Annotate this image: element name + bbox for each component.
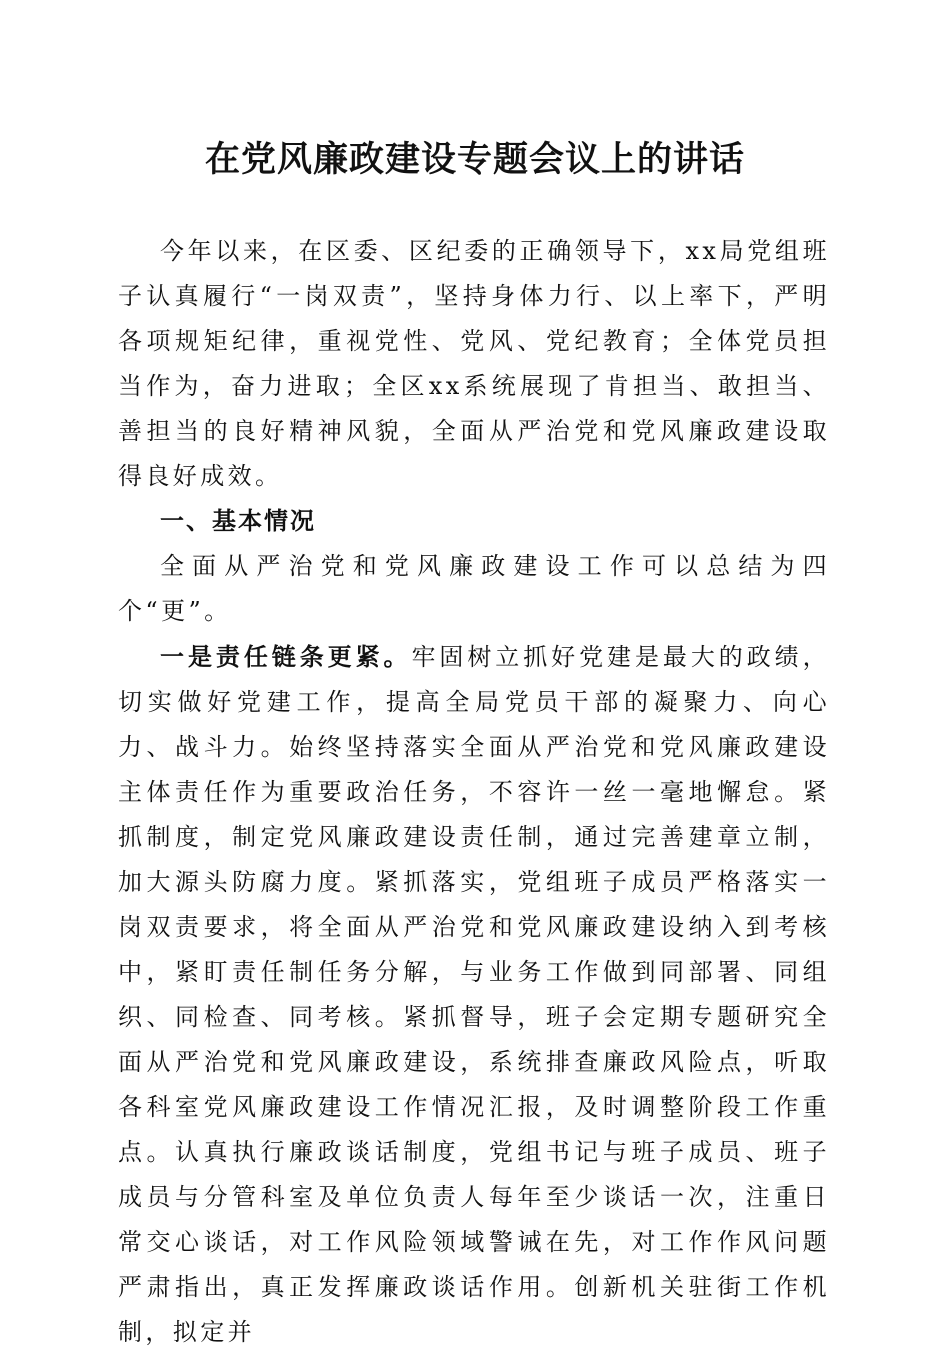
section-heading: 一、基本情况 xyxy=(160,507,316,535)
document-title: 在党风廉政建设专题会议上的讲话 xyxy=(204,139,745,180)
document-body xyxy=(118,229,830,1355)
summary-paragraph: 全面从严治党和党风廉政建设工作可以总结为四个“更”。 xyxy=(118,552,830,625)
paragraph-lead-phrase: 一是责任链条更紧。 xyxy=(160,642,412,671)
paragraph-body-text: 牢固树立抓好党建是最大的政绩，切实做好党建工作，提高全局党员干部的凝聚力、向心力、战斗力。始终坚持落实全面从严治党和党风廉政建设主体责任作为重要政治任务，不容许一丝一毫地懈怠。紧抓制度，制定党风廉政建设责任制，通过完善建章立制，加大源头防腐力度。紧抓落实，党组班子成员严格落实一岗双责要求，将全面从严治党和党风廉政建设纳入到考核中，紧盯责任制任务分解，与业务工作做到同部署、同组织、同检查、同考核。紧抓督导，班子会定期专题研究全面从严治党和党风廉政建设，系统排查廉政风险点，听取各科室党风廉政建设工作情况汇报，及时调整阶段工作重点。认真执行廉政谈话制度，党组书记与班子成员、班子成员与分管科室及单位负责人每年至少谈话一次，注重日常交心谈话，对工作风险领域警诫在先，对工作作风问题严肃指出，真正发挥廉政谈话作用。创新机关驻街工作机制，拟定并 xyxy=(118,643,830,1346)
intro-paragraph: 今年以来，在区委、区纪委的正确领导下，xx局党组班子认真履行“一岗双责”，坚持身体力行、以上率下，严明各项规矩纪律，重视党性、党风、党纪教育；全体党员担当作为，奋力进取；全区xx系统展现了肯担当、敢担当、善担当的良好精神风貌，全面从严治党和党风廉政建设取得良好成效。 xyxy=(118,237,830,490)
responsibility-paragraph xyxy=(118,634,830,1355)
